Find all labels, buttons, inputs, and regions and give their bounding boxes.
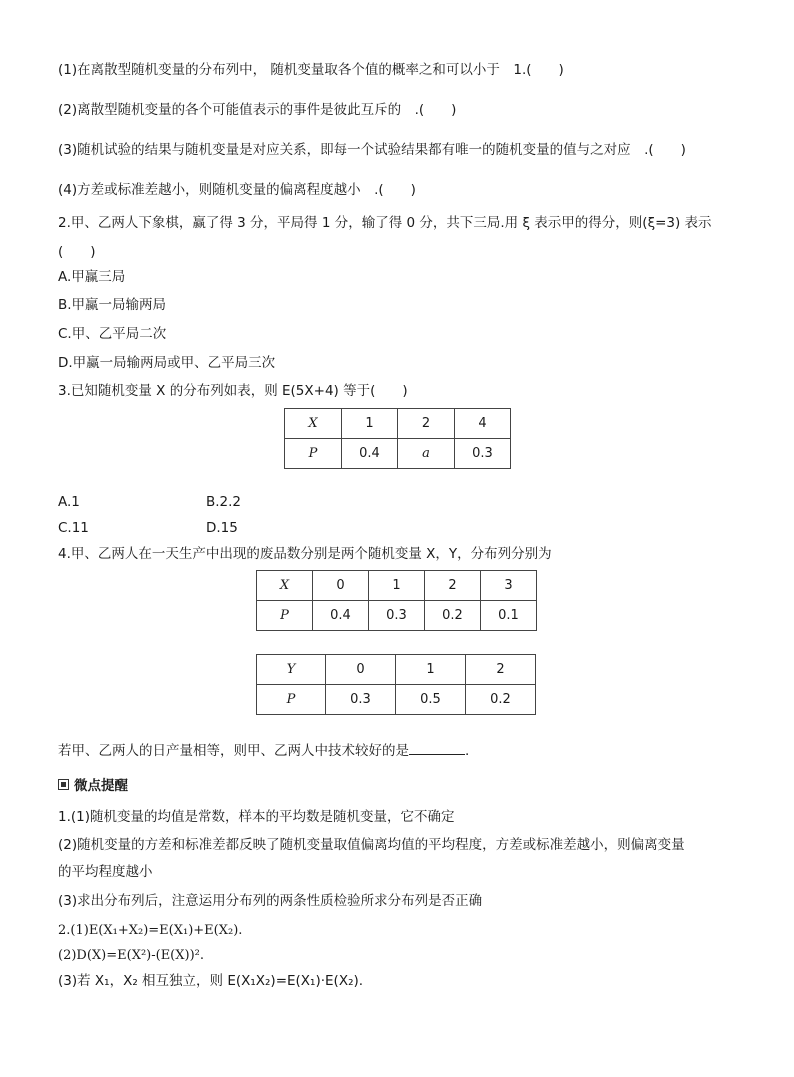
- q2-answer-paren: ( ): [58, 244, 96, 260]
- table-cell: Y: [257, 655, 326, 685]
- table-row: [285, 439, 511, 469]
- table-cell: 4: [455, 409, 511, 439]
- tip-line-4: (3)求出分布列后，注意运用分布列的两条性质检验所求分布列是否正确: [58, 893, 483, 909]
- table-row: [285, 409, 511, 439]
- table-row: [257, 655, 536, 685]
- table-cell: 3: [481, 571, 537, 601]
- judge-statement-3: (3)随机试验的结果与随机变量是对应关系，即每一个试验结果都有唯一的随机变量的值与之对应 .( ): [58, 142, 686, 158]
- table-cell: 0.1: [481, 601, 537, 631]
- table-cell: 0.3: [326, 685, 396, 715]
- table-cell: 0.3: [369, 601, 425, 631]
- table-cell: 0.3: [455, 439, 511, 469]
- q2-option-b: B.甲赢一局输两局: [58, 297, 167, 313]
- q4-question-end: .: [465, 743, 470, 759]
- table-row: [257, 685, 536, 715]
- q2-option-a: A.甲赢三局: [58, 269, 126, 285]
- table-cell: X: [285, 409, 342, 439]
- table-cell: 0.4: [313, 601, 369, 631]
- tips-header: [58, 774, 128, 794]
- q3-options-row-1: [58, 492, 241, 512]
- table-cell: 0: [313, 571, 369, 601]
- tip-box-icon: [58, 779, 69, 790]
- q4-question-text: 若甲、乙两人的日产量相等，则甲、乙两人中技术较好的是: [58, 743, 409, 759]
- q3-stem: 3.已知随机变量 X 的分布列如表，则 E(5X+4) 等于( ): [58, 383, 408, 399]
- q3-options-row-2: [58, 518, 238, 538]
- answer-blank[interactable]: [409, 740, 465, 755]
- q4-question: [58, 740, 469, 761]
- table-cell: 0: [326, 655, 396, 685]
- q3-distribution-table: [284, 408, 511, 469]
- judge-statement-4: (4)方差或标准差越小，则随机变量的偏离程度越小 .( ): [58, 182, 416, 198]
- table-cell: 0.4: [342, 439, 398, 469]
- table-cell: 2: [425, 571, 481, 601]
- table-cell: P: [257, 601, 313, 631]
- q3-option-a: A.1: [58, 494, 80, 510]
- q2-stem: 2.甲、乙两人下象棋，赢了得 3 分，平局得 1 分，输了得 0 分，共下三局.用 ξ 表示甲的得分，则(ξ=3) 表示: [58, 215, 712, 231]
- table-cell: 0.2: [466, 685, 536, 715]
- table-cell: X: [257, 571, 313, 601]
- tip-formula-1: 2.(1)E(X₁+X₂)=E(X₁)+E(X₂).: [58, 923, 243, 938]
- q3-option-b: B.2.2: [206, 494, 242, 510]
- q2-option-c: C.甲、乙平局二次: [58, 326, 167, 342]
- table-cell: a: [398, 439, 455, 469]
- table-cell: P: [257, 685, 326, 715]
- table-cell: 1: [369, 571, 425, 601]
- judge-statement-2: (2)离散型随机变量的各个可能值表示的事件是彼此互斥的 .( ): [58, 102, 457, 118]
- q4-stem: 4.甲、乙两人在一天生产中出现的废品数分别是两个随机变量 X，Y，分布列分别为: [58, 546, 552, 562]
- tip-formula-3: (3)若 X₁，X₂ 相互独立，则 E(X₁X₂)=E(X₁)·E(X₂).: [58, 973, 364, 989]
- judge-statement-1: (1)在离散型随机变量的分布列中， 随机变量取各个值的概率之和可以小于 1.( ): [58, 62, 564, 78]
- tip-line-1: 1.(1)随机变量的均值是常数，样本的平均数是随机变量，它不确定: [58, 809, 455, 825]
- q4-distribution-table-y: [256, 654, 536, 715]
- table-cell: 0.5: [396, 685, 466, 715]
- tip-formula-2: (2)D(X)=E(X²)-(E(X))².: [58, 948, 204, 963]
- table-cell: 2: [398, 409, 455, 439]
- tip-line-3: 的平均程度越小: [58, 864, 153, 880]
- q3-option-c: C.11: [58, 520, 89, 536]
- tips-header-label: 微点提醒: [74, 778, 128, 794]
- table-cell: 2: [466, 655, 536, 685]
- q2-option-d: D.甲赢一局输两局或甲、乙平局三次: [58, 355, 276, 371]
- q4-distribution-table-x: [256, 570, 537, 631]
- table-cell: P: [285, 439, 342, 469]
- table-row: [257, 601, 537, 631]
- table-cell: 1: [342, 409, 398, 439]
- table-cell: 1: [396, 655, 466, 685]
- table-cell: 0.2: [425, 601, 481, 631]
- table-row: [257, 571, 537, 601]
- q3-option-d: D.15: [206, 520, 238, 536]
- tip-line-2: (2)随机变量的方差和标准差都反映了随机变量取值偏离均值的平均程度，方差或标准差越小，则偏离变量: [58, 837, 685, 853]
